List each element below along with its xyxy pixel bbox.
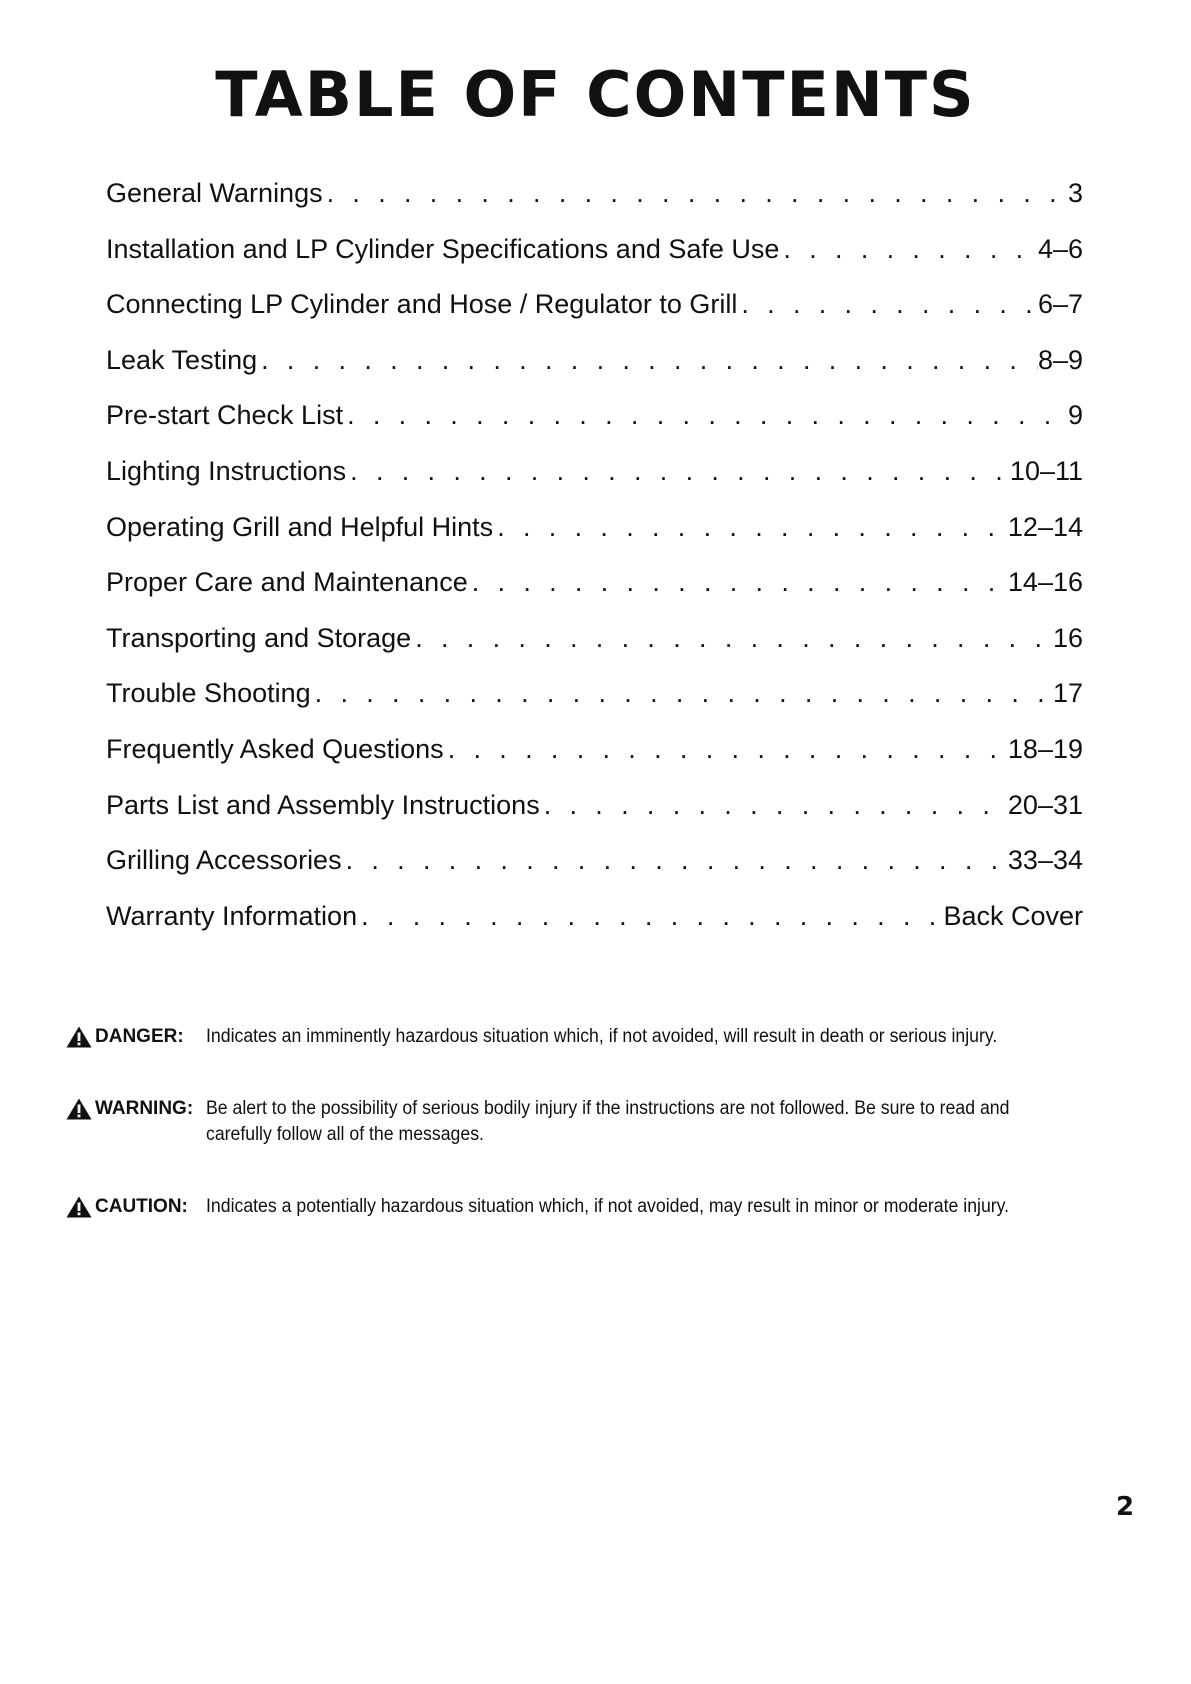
toc-entry-transporting-storage[interactable]: [106, 611, 1083, 667]
toc-entry-care-maintenance[interactable]: [106, 555, 1083, 611]
warning-triangle-icon: [66, 1026, 92, 1048]
toc-entry-general-warnings[interactable]: [106, 166, 1083, 222]
toc-entry-page: 4–6: [1037, 233, 1083, 264]
notice-label: [66, 1024, 206, 1050]
toc-entry-title: Pre-start Check List: [106, 400, 344, 431]
toc-entry-title: Parts List and Assembly Instructions: [106, 789, 540, 820]
toc-entry-title: Lighting Instructions: [106, 455, 347, 486]
toc-entry-page: 9: [1067, 400, 1083, 431]
dot-leader: [779, 222, 1038, 278]
caution-notice: [66, 1194, 1096, 1220]
toc-entry-operating-grill[interactable]: [106, 500, 1083, 556]
toc-entry-title: Installation and LP Cylinder Specifications and Safe Use: [106, 233, 780, 264]
notice-label: [66, 1194, 206, 1220]
toc-entry-connecting-cylinder[interactable]: [106, 277, 1083, 333]
toc-entry-pre-start-check-list[interactable]: [106, 388, 1083, 444]
warning-triangle-icon: [66, 1098, 92, 1120]
toc-entry-page: 12–14: [1007, 511, 1083, 542]
dot-leader: [342, 833, 1008, 889]
dot-leader: [357, 889, 943, 945]
toc-entry-page: 33–34: [1007, 845, 1083, 876]
toc-entry-lighting-instructions[interactable]: [106, 444, 1083, 500]
warning-label: WARNING:: [95, 1098, 194, 1119]
toc-entry-page: 16: [1052, 622, 1083, 653]
toc-entry-title: Trouble Shooting: [106, 678, 311, 709]
toc-entry-title: Connecting LP Cylinder and Hose / Regulator to Grill: [106, 289, 738, 320]
toc-entry-title: Transporting and Storage: [106, 622, 412, 653]
dot-leader: [444, 722, 1008, 778]
dot-leader: [311, 666, 1053, 722]
toc-entry-leak-testing[interactable]: [106, 333, 1083, 389]
toc-entry-page: 8–9: [1037, 344, 1083, 375]
dot-leader: [540, 778, 1008, 834]
toc-entry-title: Frequently Asked Questions: [106, 733, 444, 764]
notice-label: [66, 1096, 206, 1122]
toc-entry-page: 14–16: [1007, 567, 1083, 598]
toc-entry-page: 3: [1067, 178, 1083, 208]
dot-leader: [737, 277, 1038, 333]
dot-leader: [346, 444, 1010, 500]
table-of-contents: [106, 166, 1083, 944]
toc-entry-title: Warranty Information: [106, 900, 358, 931]
toc-entry-installation[interactable]: [106, 222, 1083, 278]
dot-leader: [257, 333, 1038, 389]
toc-entry-page: 17: [1052, 678, 1083, 709]
caution-label: CAUTION:: [95, 1196, 188, 1217]
toc-entry-title: Proper Care and Maintenance: [106, 567, 468, 598]
dot-leader: [343, 388, 1068, 444]
danger-notice: [66, 1024, 1096, 1050]
dot-leader: [411, 611, 1053, 667]
toc-entry-parts-list[interactable]: [106, 778, 1083, 834]
toc-entry-warranty-information[interactable]: [106, 889, 1083, 945]
caution-text: Indicates a potentially hazardous situation which, if not avoided, may result in minor or moderate injury.: [206, 1196, 1010, 1217]
dot-leader: [323, 166, 1068, 222]
toc-entry-faq[interactable]: [106, 722, 1083, 778]
warning-text: Be alert to the possibility of serious bodily injury if the instructions are not followed. Be sure to read and carefully follow all of the messages.: [206, 1098, 1010, 1145]
toc-entry-title: Grilling Accessories: [106, 845, 342, 876]
toc-entry-title: Operating Grill and Helpful Hints: [106, 511, 494, 542]
dot-leader: [468, 555, 1008, 611]
toc-entry-grilling-accessories[interactable]: [106, 833, 1083, 889]
toc-entry-page: 20–31: [1007, 789, 1083, 820]
toc-entry-page: 6–7: [1037, 289, 1083, 320]
dot-leader: [493, 500, 1008, 556]
toc-entry-page: 10–11: [1009, 455, 1083, 486]
danger-text: Indicates an imminently hazardous situation which, if not avoided, will result in death or serious injury.: [206, 1026, 998, 1047]
toc-entry-page: 18–19: [1007, 733, 1083, 764]
toc-entry-title: General Warnings: [106, 178, 323, 208]
danger-label: DANGER:: [95, 1026, 184, 1047]
warning-notice: [66, 1096, 1096, 1148]
toc-entry-page: Back Cover: [943, 900, 1083, 931]
page-number: 2: [1116, 1492, 1135, 1522]
toc-entry-title: Leak Testing: [106, 344, 258, 375]
safety-notices: [66, 1024, 1096, 1220]
warning-triangle-icon: [66, 1196, 92, 1218]
toc-entry-trouble-shooting[interactable]: [106, 666, 1083, 722]
page-title: TABLE OF CONTENTS: [215, 58, 976, 131]
